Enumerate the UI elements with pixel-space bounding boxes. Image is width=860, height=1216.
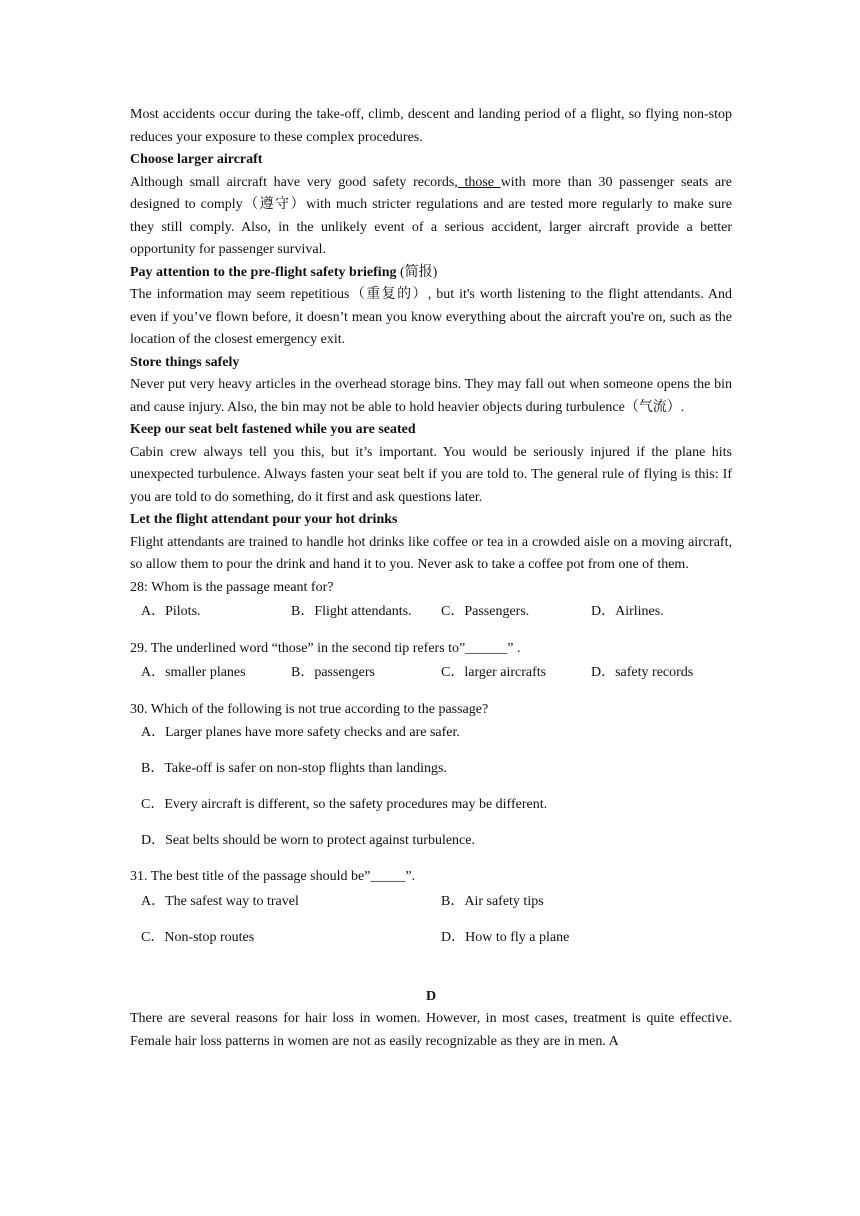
q28-option-a: A．Pilots.: [141, 604, 201, 619]
question-31-options-row-2: [141, 927, 732, 950]
q31-option-a: A．The safest way to travel: [141, 893, 299, 909]
tip-body-3: Never put very heavy articles in the overhead storage bins. They may fall out when someone opens the bin and cause injury. Also, the bin may not be able to hold heavier objects during turbulence（气流）.: [130, 377, 732, 415]
q30-option-b: B．Take-off is safer on non-stop flights than landings.: [141, 761, 447, 776]
passage-content: [130, 104, 732, 1053]
q30-option-c: C．Every aircraft is different, so the safety procedures may be different.: [141, 797, 548, 812]
tip-body-4: Cabin crew always tell you this, but it’s important. You would be seriously injured if the plane hits unexpected turbulence. Always fasten your seat belt if you are told to. The general rule of flying is this: If you are told to do something, do it first and ask questions later.: [130, 444, 732, 505]
section-d-heading: D: [425, 988, 437, 1004]
section-d-paragraph: There are several reasons for hair loss in women. However, in most cases, treatment is quite effective. Female hair loss patterns in women are not as easily recognizable as they are in men. A: [130, 1011, 732, 1049]
underlined-word-those: those: [457, 174, 501, 190]
question-29-options: [141, 662, 732, 685]
q30-option-a: A．Larger planes have more safety checks and are safer.: [141, 725, 460, 740]
q31-option-c: C．Non-stop routes: [141, 930, 255, 945]
tip-body-1-post: with more than 30 passenger seats are designed to comply（遵守）with much stricter regulations and are tested more regularly to make sure they still comply. Also, in the unlikely event of a serious accident, larger aircraft provide a better opportunity for passenger survival.: [130, 174, 732, 257]
question-31: 31. The best title of the passage should be”_____”.: [130, 869, 416, 884]
q31-option-d: D．How to fly a plane: [441, 930, 570, 945]
q29-option-d: D．safety records: [591, 665, 694, 680]
q30-option-d: D．Seat belts should be worn to protect against turbulence.: [141, 833, 475, 848]
intro-paragraph: Most accidents occur during the take-off, climb, descent and landing period of a flight, so flying non-stop reduces your exposure to these complex procedures.: [130, 107, 732, 145]
question-30: 30. Which of the following is not true according to the passage?: [130, 701, 489, 717]
tip-heading-3: Store things safely: [130, 354, 240, 370]
question-28: 28: Whom is the passage meant for?: [130, 579, 334, 595]
tip-heading-2: [130, 262, 732, 285]
tip-heading-2-note: (简报): [396, 264, 438, 280]
q28-option-d: D．Airlines.: [591, 604, 664, 619]
q31-option-b: B．Air safety tips: [441, 893, 544, 909]
tip-body-1: [130, 172, 732, 262]
tip-body-2: The information may seem repetitious（重复的）, but it's worth listening to the flight attendants. And even if you’ve flown before, it doesn’t mean you know everything about the aircraft you're on, such as the location of the closest emergency exit.: [130, 287, 732, 347]
tip-body-1-pre: Although small aircraft have very good safety records,: [130, 174, 458, 190]
tip-heading-1: Choose larger aircraft: [130, 152, 263, 167]
tip-heading-5: Let the flight attendant pour your hot drinks: [130, 512, 398, 527]
q29-option-a: A．smaller planes: [141, 665, 246, 680]
tip-heading-2-text: Pay attention to the pre-flight safety briefing: [130, 264, 397, 280]
question-28-options: [141, 601, 732, 624]
q29-option-c: C．larger aircrafts: [441, 665, 547, 680]
question-31-options-row-1: [141, 891, 732, 914]
question-29: 29. The underlined word “those” in the second tip refers to”______” .: [130, 640, 521, 656]
tip-body-5: Flight attendants are trained to handle hot drinks like coffee or tea in a crowded aisle on a moving aircraft, so allow them to pour the drink and hand it to you. Never ask to take a coffee pot from one of them.: [130, 534, 732, 572]
q28-option-c: C．Passengers.: [441, 604, 530, 619]
tip-heading-4: Keep our seat belt fastened while you are seated: [130, 422, 416, 437]
q29-option-b: B．passengers: [291, 665, 375, 680]
q28-option-b: B．Flight attendants.: [291, 604, 412, 619]
